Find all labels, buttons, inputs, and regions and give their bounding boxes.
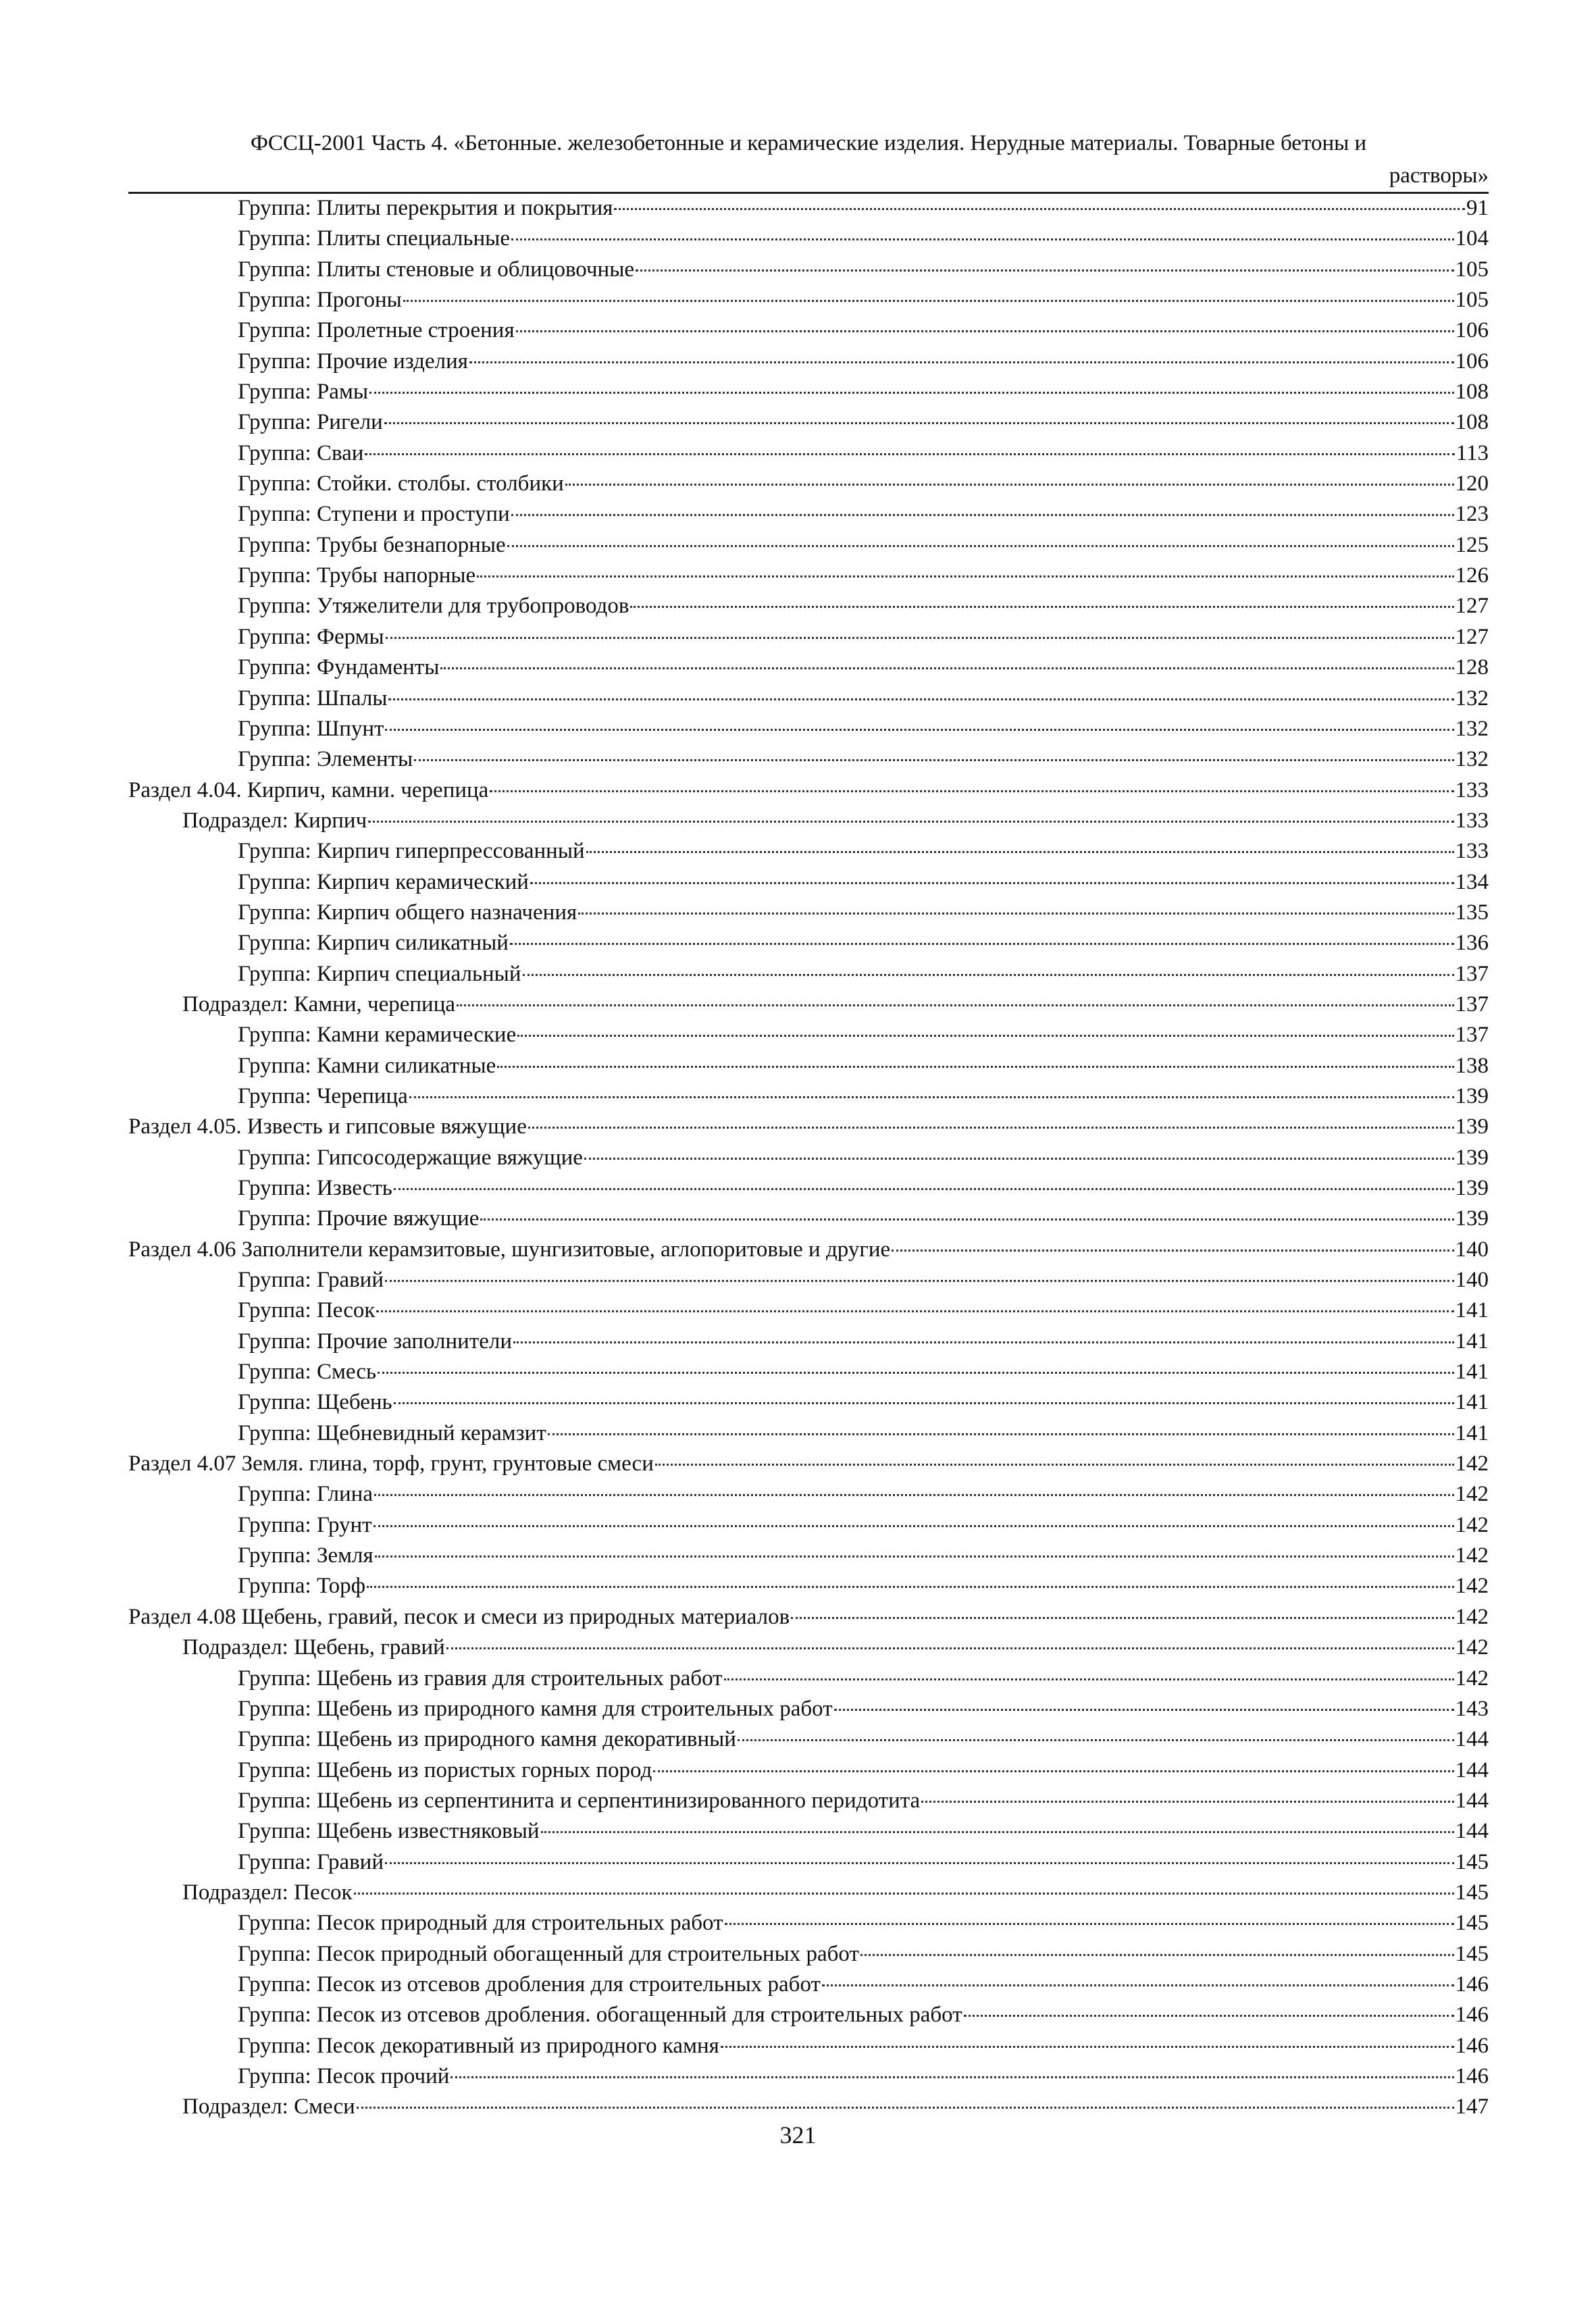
dot-leader (497, 1066, 1453, 1068)
toc-entry-label: Группа: Стойки. столбы. столбики (238, 471, 564, 496)
toc-entry-page: 104 (1455, 226, 1489, 251)
dot-leader (440, 667, 1453, 669)
dot-leader (386, 637, 1454, 639)
toc-entry[interactable] (128, 1939, 1489, 1970)
toc-entry[interactable] (128, 1970, 1489, 2000)
toc-entry[interactable] (128, 1847, 1489, 1878)
toc-entry-page: 142 (1455, 1574, 1489, 1599)
toc-entry[interactable] (128, 346, 1489, 377)
dot-leader (721, 2046, 1454, 2048)
toc-entry-label: Группа: Ригели (238, 410, 383, 435)
toc-entry-page: 120 (1455, 471, 1489, 496)
dot-leader (578, 912, 1453, 915)
dot-leader (375, 1555, 1454, 1558)
dot-leader (385, 729, 1453, 731)
toc-entry-page: 142 (1455, 1482, 1489, 1507)
toc-entry-page: 132 (1455, 686, 1489, 711)
dot-leader (822, 1984, 1454, 1986)
toc-entry[interactable] (128, 255, 1489, 285)
toc-entry-page: 132 (1455, 716, 1489, 741)
dot-leader (964, 2015, 1454, 2017)
dot-leader (394, 1188, 1454, 1190)
toc-entry-label: Группа: Прогоны (238, 288, 402, 313)
toc-entry-label: Группа: Щебневидный керамзит (238, 1420, 546, 1445)
toc-entry[interactable] (128, 224, 1489, 254)
toc-entry-label: Группа: Щебень известняковый (238, 1819, 540, 1844)
toc-entry-page: 139 (1455, 1176, 1489, 1200)
dot-leader (357, 2107, 1454, 2109)
toc-entry-page: 132 (1455, 747, 1489, 772)
dot-leader (516, 330, 1454, 332)
dot-leader (394, 1402, 1454, 1404)
toc-entry-page: 133 (1455, 777, 1489, 802)
toc-entry[interactable] (128, 622, 1489, 652)
toc-entry-label: Группа: Трубы безнапорные (238, 532, 506, 557)
dot-leader (653, 1770, 1453, 1772)
toc-entry[interactable] (128, 867, 1489, 898)
toc-entry[interactable] (128, 2031, 1489, 2061)
toc-entry-label: Группа: Шпунт (238, 716, 384, 741)
dot-leader (414, 759, 1453, 761)
toc-entry-page: 135 (1455, 900, 1489, 925)
toc-entry-label: Подраздел: Щебень, гравий (182, 1635, 445, 1660)
toc-entry-label: Группа: Щебень (238, 1390, 392, 1415)
toc-entry-label: Группа: Фермы (238, 624, 384, 649)
toc-entry-page: 139 (1455, 1206, 1489, 1231)
dot-leader (369, 392, 1453, 394)
toc-entry[interactable] (128, 989, 1489, 1020)
toc-entry[interactable] (128, 1265, 1489, 1295)
toc-entry-label: Группа: Песок (238, 1298, 376, 1323)
toc-entry[interactable] (128, 1786, 1489, 1816)
dot-leader (490, 790, 1453, 792)
toc-entry-page: 139 (1455, 1145, 1489, 1170)
toc-entry-label: Группа: Гравий (238, 1849, 384, 1874)
toc-entry[interactable] (128, 1664, 1489, 1694)
toc-entry[interactable] (128, 1724, 1489, 1755)
toc-entry-page: 137 (1455, 1023, 1489, 1048)
toc-entry[interactable] (128, 1357, 1489, 1387)
toc-entry-label: Группа: Плиты перекрытия и покрытия (238, 196, 613, 220)
toc-entry-page: 133 (1455, 839, 1489, 864)
toc-entry[interactable] (128, 377, 1489, 407)
toc-entry-label: Группа: Гипсосодержащие вяжущие (238, 1145, 583, 1170)
toc-entry[interactable] (128, 2000, 1489, 2030)
toc-entry[interactable] (128, 2092, 1489, 2122)
toc-entry-label: Группа: Глина (238, 1482, 373, 1507)
toc-entry[interactable] (128, 1694, 1489, 1724)
toc-entry[interactable] (128, 1449, 1489, 1479)
toc-entry-page: 142 (1455, 1543, 1489, 1568)
toc-entry-label: Подраздел: Кирпич (182, 808, 367, 833)
dot-leader (384, 422, 1454, 424)
dot-leader (530, 882, 1454, 884)
toc-entry-page: 145 (1455, 1941, 1489, 1966)
dot-leader (636, 269, 1453, 272)
toc-entry-page: 113 (1456, 440, 1489, 465)
dot-leader (477, 575, 1453, 577)
toc-entry-page: 142 (1455, 1604, 1489, 1629)
toc-entry[interactable] (128, 1173, 1489, 1204)
dot-leader (724, 1678, 1454, 1680)
toc-entry-label: Группа: Песок из отсевов дробления для строительных работ (238, 1972, 821, 1997)
toc-entry-label: Группа: Песок природный для строительных работ (238, 1911, 723, 1936)
toc-entry-label: Группа: Рамы (238, 380, 369, 405)
toc-entry-page: 145 (1455, 1849, 1489, 1874)
toc-entry-label: Группа: Щебень из природного камня для строительных работ (238, 1696, 833, 1721)
toc-entry-page: 138 (1455, 1053, 1489, 1078)
toc-entry-page: 108 (1455, 410, 1489, 435)
dot-leader (374, 1525, 1454, 1527)
toc-entry[interactable] (128, 744, 1489, 775)
toc-entry-label: Группа: Шпалы (238, 686, 388, 711)
toc-entry[interactable] (128, 1816, 1489, 1847)
running-header-line-1: ФССЦ-2001 Часть 4. «Бетонные. железобетонные и керамические изделия. Нерудные материалы. Товарные бетоны и (250, 131, 1367, 155)
toc-entry-label: Раздел 4.07 Земля. глина, торф, грунт, грунтовые смеси (128, 1451, 654, 1476)
dot-leader (586, 851, 1454, 853)
toc-entry-label: Группа: Камни силикатные (238, 1053, 496, 1078)
toc-entry-label: Группа: Кирпич гиперпрессованный (238, 839, 585, 864)
toc-entry-page: 140 (1455, 1237, 1489, 1262)
toc-entry-page: 142 (1455, 1635, 1489, 1660)
toc-entry-page: 123 (1455, 502, 1489, 527)
toc-entry[interactable] (128, 1081, 1489, 1112)
toc-entry-label: Группа: Прочие заполнители (238, 1329, 513, 1354)
toc-entry-label: Группа: Земля (238, 1543, 374, 1568)
toc-entry-label: Группа: Ступени и проступи (238, 502, 510, 527)
toc-entry[interactable] (128, 469, 1489, 499)
dot-leader (365, 453, 1454, 455)
toc-entry-label: Раздел 4.08 Щебень, гравий, песок и смеси из природных материалов (128, 1604, 790, 1629)
toc-entry-label: Группа: Щебень из природного камня декоративный (238, 1727, 736, 1752)
dot-leader (511, 238, 1454, 240)
dot-leader (374, 1494, 1454, 1496)
toc-entry-page: 133 (1455, 808, 1489, 833)
toc-entry[interactable] (128, 928, 1489, 958)
toc-entry-label: Подраздел: Смеси (182, 2094, 355, 2119)
toc-entry-label: Группа: Кирпич керамический (238, 869, 529, 894)
toc-entry[interactable] (128, 1541, 1489, 1571)
toc-entry-page: 144 (1455, 1757, 1489, 1782)
toc-entry-page: 142 (1455, 1666, 1489, 1691)
toc-entry-page: 134 (1455, 869, 1489, 894)
toc-entry-label: Группа: Плиты стеновые и облицовочные (238, 257, 635, 282)
dot-leader (791, 1617, 1453, 1619)
toc-entry-label: Группа: Смесь (238, 1360, 377, 1385)
toc-entry-page: 144 (1455, 1819, 1489, 1844)
dot-leader (480, 1218, 1453, 1220)
toc-entry[interactable] (128, 684, 1489, 714)
toc-entry-label: Группа: Утяжелители для трубопроводов (238, 594, 629, 619)
toc-entry-label: Группа: Известь (238, 1176, 392, 1200)
toc-entry-label: Группа: Грунт (238, 1512, 372, 1537)
dot-leader (655, 1464, 1454, 1466)
toc-entry-label: Группа: Щебень из гравия для строительных работ (238, 1666, 723, 1691)
toc-entry-page: 139 (1455, 1083, 1489, 1108)
dot-leader (614, 208, 1465, 210)
toc-entry-label: Группа: Прочие вяжущие (238, 1206, 480, 1231)
toc-entry-page: 142 (1455, 1512, 1489, 1537)
toc-entry[interactable] (128, 530, 1489, 561)
dot-leader (376, 1310, 1453, 1312)
toc-entry[interactable] (128, 285, 1489, 315)
dot-leader (510, 943, 1454, 945)
dot-leader (367, 1586, 1453, 1588)
toc-entry-label: Группа: Сваи (238, 440, 364, 465)
toc-entry-page: 145 (1455, 1911, 1489, 1936)
dot-leader (403, 300, 1454, 302)
running-header (128, 127, 1489, 192)
toc-entry-page: 144 (1455, 1727, 1489, 1752)
toc-entry-page: 108 (1455, 380, 1489, 405)
toc-entry-page: 105 (1455, 288, 1489, 313)
toc-entry-label: Группа: Щебень из пористых горных пород (238, 1757, 652, 1782)
toc-entry[interactable] (128, 1479, 1489, 1510)
toc-entry[interactable] (128, 1418, 1489, 1449)
toc-entry-label: Группа: Кирпич силикатный (238, 931, 509, 956)
toc-entry-page: 137 (1455, 992, 1489, 1017)
dot-leader (725, 1923, 1454, 1925)
toc-entry-page: 141 (1455, 1329, 1489, 1354)
toc-entry[interactable] (128, 1632, 1489, 1663)
dot-leader (451, 2076, 1453, 2078)
dot-leader (368, 821, 1453, 823)
toc-entry-label: Подраздел: Песок (182, 1880, 353, 1905)
toc-entry[interactable] (128, 806, 1489, 836)
dot-leader (409, 1096, 1454, 1098)
toc-entry[interactable] (128, 1204, 1489, 1234)
toc-entry[interactable] (128, 959, 1489, 989)
toc-entry-page: 127 (1455, 624, 1489, 649)
toc-entry-label: Группа: Щебень из серпентинита и серпентинизированного перидотита (238, 1788, 921, 1813)
toc-entry-label: Группа: Пролетные строения (238, 318, 515, 343)
toc-entry-page: 146 (1455, 2003, 1489, 2028)
dot-leader (513, 1341, 1453, 1343)
toc-entry[interactable] (128, 1235, 1489, 1265)
toc-entry-page: 126 (1455, 563, 1489, 588)
toc-entry-label: Группа: Песок декоративный из природного камня (238, 2033, 719, 2058)
toc-entry[interactable] (128, 193, 1489, 224)
toc-entry[interactable] (128, 2061, 1489, 2092)
toc-entry[interactable] (128, 407, 1489, 438)
toc-entry[interactable] (128, 775, 1489, 806)
toc-entry-label: Группа: Элементы (238, 747, 413, 772)
toc-entry[interactable] (128, 1755, 1489, 1786)
toc-entry-label: Группа: Торф (238, 1574, 366, 1599)
dot-leader (507, 545, 1454, 547)
toc-entry-page: 141 (1455, 1390, 1489, 1415)
toc-entry-label: Группа: Камни керамические (238, 1023, 517, 1048)
dot-leader (385, 1862, 1454, 1864)
toc-entry[interactable] (128, 1112, 1489, 1142)
toc-entry-page: 106 (1455, 318, 1489, 343)
dot-leader (565, 484, 1454, 486)
toc-entry[interactable] (128, 652, 1489, 683)
toc-entry[interactable] (128, 499, 1489, 530)
dot-leader (860, 1954, 1454, 1956)
toc-entry-label: Раздел 4.04. Кирпич, камни. черепица (128, 777, 489, 802)
dot-leader (541, 1831, 1454, 1833)
toc-entry-label: Группа: Фундаменты (238, 655, 440, 680)
toc-entry[interactable] (128, 714, 1489, 744)
toc-entry-label: Группа: Плиты специальные (238, 226, 510, 251)
dot-leader (548, 1433, 1454, 1435)
toc-entry-label: Группа: Песок из отсевов дробления. обогащенный для строительных работ (238, 2003, 962, 2028)
toc-entry-page: 137 (1455, 961, 1489, 986)
toc-entry-page: 147 (1455, 2094, 1489, 2119)
toc-entry-page: 141 (1455, 1420, 1489, 1445)
toc-entry-label: Группа: Трубы напорные (238, 563, 476, 588)
toc-entry-label: Подраздел: Камни, черепица (182, 992, 456, 1017)
toc-entry-label: Раздел 4.06 Заполнители керамзитовые, шунгизитовые, аглопоритовые и другие (128, 1237, 891, 1262)
toc-entry-page: 105 (1455, 257, 1489, 282)
toc-entry-page: 144 (1455, 1788, 1489, 1813)
toc-entry-page: 141 (1455, 1298, 1489, 1323)
toc-entry-page: 128 (1455, 655, 1489, 680)
toc-entry[interactable] (128, 898, 1489, 928)
dot-leader (528, 1127, 1454, 1129)
toc-entry-label: Группа: Песок природный обогащенный для строительных работ (238, 1941, 859, 1966)
toc-entry[interactable] (128, 1878, 1489, 1908)
toc-entry-page: 146 (1455, 2063, 1489, 2088)
table-of-contents (128, 193, 1489, 2123)
dot-leader (517, 1035, 1453, 1037)
dot-leader (469, 361, 1454, 363)
dot-leader (457, 1004, 1453, 1006)
toc-entry[interactable] (128, 591, 1489, 621)
toc-entry-page: 143 (1455, 1696, 1489, 1721)
dot-leader (738, 1739, 1454, 1741)
dot-leader (523, 974, 1454, 976)
toc-entry[interactable] (128, 438, 1489, 469)
toc-entry-page: 125 (1455, 532, 1489, 557)
toc-entry-page: 139 (1455, 1114, 1489, 1139)
toc-entry[interactable] (128, 1510, 1489, 1541)
dot-leader (921, 1801, 1453, 1803)
toc-entry[interactable] (128, 1908, 1489, 1938)
toc-entry[interactable] (128, 1602, 1489, 1632)
toc-entry[interactable] (128, 836, 1489, 867)
toc-entry[interactable] (128, 1143, 1489, 1173)
dot-leader (446, 1647, 1454, 1649)
dot-leader (834, 1709, 1454, 1711)
toc-entry-label: Группа: Кирпич специальный (238, 961, 521, 986)
toc-entry-page: 136 (1455, 931, 1489, 956)
toc-entry-page: 140 (1455, 1268, 1489, 1293)
toc-entry[interactable] (128, 1051, 1489, 1081)
toc-entry-label: Группа: Песок прочий (238, 2063, 450, 2088)
toc-entry[interactable] (128, 1020, 1489, 1050)
page-number: 321 (779, 2122, 817, 2149)
toc-entry-page: 91 (1466, 196, 1489, 220)
toc-entry-label: Группа: Черепица (238, 1083, 408, 1108)
toc-entry-page: 127 (1455, 594, 1489, 619)
dot-leader (584, 1158, 1454, 1160)
toc-entry-label: Группа: Прочие изделия (238, 349, 468, 374)
dot-leader (378, 1372, 1453, 1374)
toc-entry-page: 146 (1455, 2033, 1489, 2058)
toc-entry[interactable] (128, 1327, 1489, 1357)
toc-entry[interactable] (128, 1387, 1489, 1418)
dot-leader (385, 1280, 1454, 1282)
toc-entry-page: 142 (1455, 1451, 1489, 1476)
dot-leader (892, 1250, 1453, 1252)
toc-entry[interactable] (128, 1571, 1489, 1601)
toc-entry[interactable] (128, 561, 1489, 591)
toc-entry-page: 141 (1455, 1360, 1489, 1385)
toc-entry-label: Группа: Кирпич общего назначения (238, 900, 577, 925)
dot-leader (388, 698, 1453, 700)
dot-leader (354, 1893, 1454, 1895)
toc-entry-page: 146 (1455, 1972, 1489, 1997)
dot-leader (511, 514, 1454, 516)
dot-leader (630, 606, 1453, 608)
toc-entry-label: Группа: Гравий (238, 1268, 384, 1293)
running-header-line-2: растворы» (1389, 163, 1489, 188)
toc-entry[interactable] (128, 315, 1489, 346)
toc-entry-page: 106 (1455, 349, 1489, 374)
toc-entry-page: 145 (1455, 1880, 1489, 1905)
toc-entry[interactable] (128, 1295, 1489, 1326)
toc-entry-label: Раздел 4.05. Известь и гипсовые вяжущие (128, 1114, 527, 1139)
